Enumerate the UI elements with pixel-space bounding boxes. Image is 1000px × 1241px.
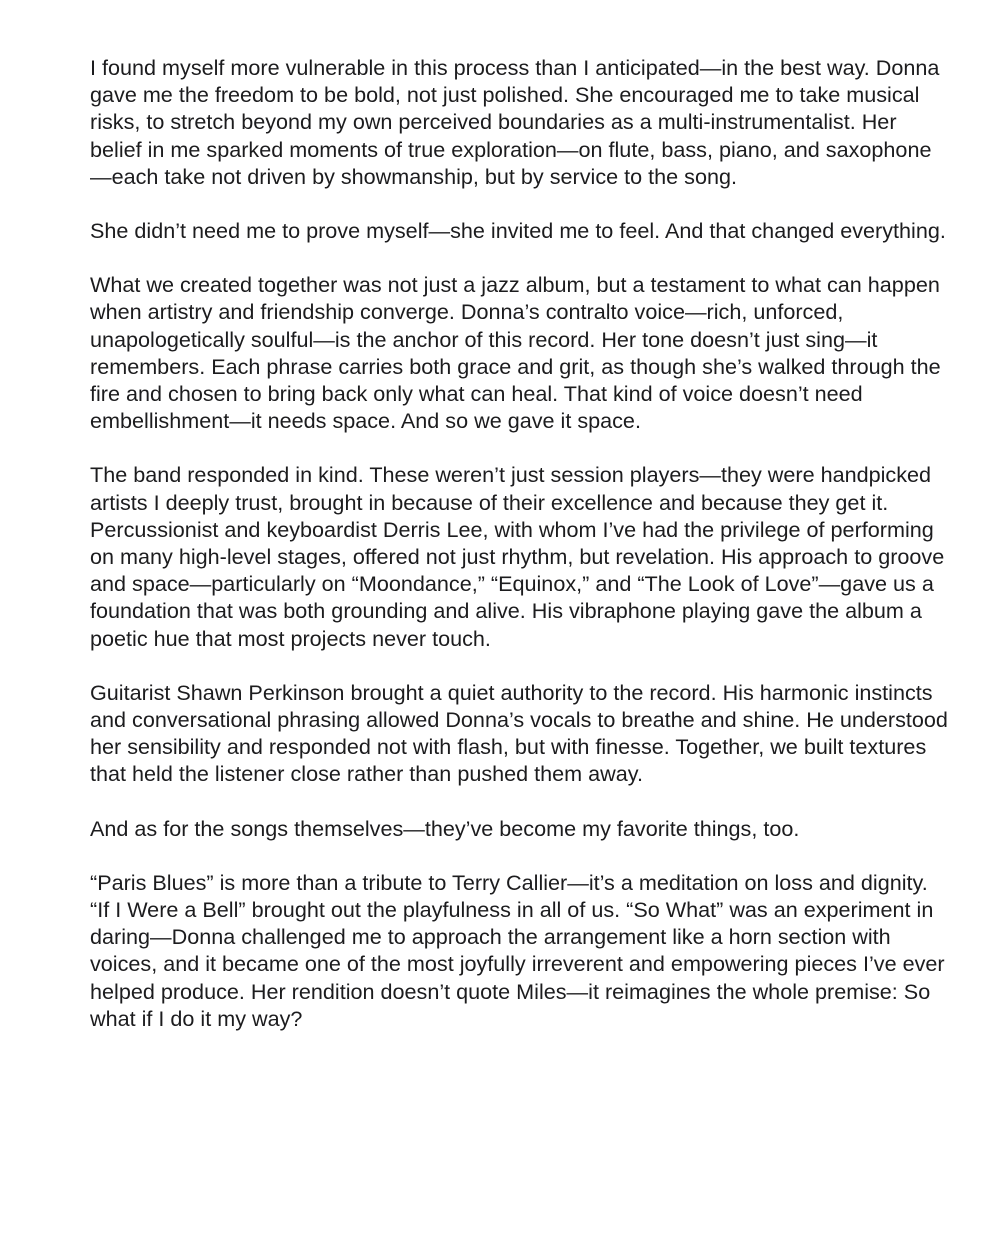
paragraph-invited-to-feel: She didn’t need me to prove myself—she invited me to feel. And that changed everything. xyxy=(90,218,946,244)
paragraph-guitarist: Guitarist Shawn Perkinson brought a quiet authority to the record. His harmonic instincts and conversational phrasing allowed Donna’s vocals to breathe and shine. He understood her sensibility and responded not with flash, but with finesse. Together, we built textures that held the listener close rather than pushed them away. xyxy=(90,679,948,787)
paragraph-paris-blues: “Paris Blues” is more than a tribute to Terry Callier—it’s a meditation on loss and dignity. “If I Were a Bell” brought out the playfulness in all of us. “So What” was an experiment in daring—Donna challenged me to approach the arrangement like a horn section with voices, and it became one of the most joyfully irreverent and empowering pieces I’ve ever helped produce. Her rendition doesn’t quote Miles—it reimagines the whole premise: So what if I do it my way? xyxy=(90,869,945,1031)
document-body xyxy=(90,54,948,1032)
paragraph-what-we-created: What we created together was not just a jazz album, but a testament to what can happen when artistry and friendship converge. Donna’s contralto voice—rich, unforced, unapologetically soulful—is the anchor of this record. Her tone doesn’t just sing—it remembers. Each phrase carries both grace and grit, as though she’s walked through the fire and chosen to bring back only what can heal. That kind of voice doesn’t need embellishment—it needs space. And so we gave it space. xyxy=(90,272,941,434)
paragraph-vulnerable: I found myself more vulnerable in this process than I anticipated—in the best way. Donna gave me the freedom to be bold, not just polished. She encouraged me to take musical risks, to stretch beyond my own perceived boundaries as a multi-instrumentalist. Her belief in me sparked moments of true exploration—on flute, bass, piano, and saxophone—each take not driven by showmanship, but by service to the song. xyxy=(90,55,940,189)
paragraph-the-band: The band responded in kind. These weren’t just session players—they were handpicked artists I deeply trust, brought in because of their excellence and because they get it. Percussionist and keyboardist Derris Lee, with whom I’ve had the privilege of performing on many high-level stages, offered not just rhythm, but revelation. His approach to groove and space—particularly on “Moondance,” “Equinox,” and “The Look of Love”—gave us a foundation that was both grounding and alive. His vibraphone playing gave the album a poetic hue that most projects never touch. xyxy=(90,462,945,651)
paragraph-the-songs: And as for the songs themselves—they’ve become my favorite things, too. xyxy=(90,815,800,841)
